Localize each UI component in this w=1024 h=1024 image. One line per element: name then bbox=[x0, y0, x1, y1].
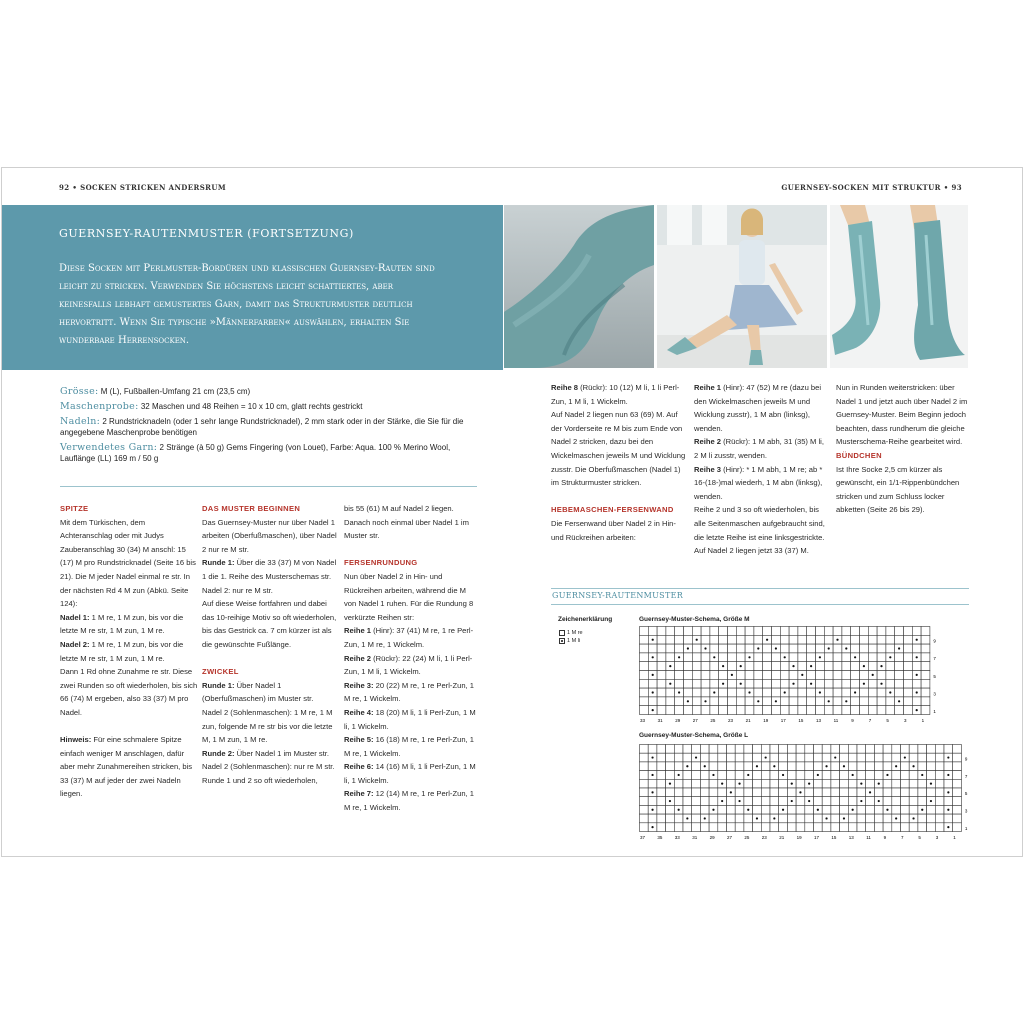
row-4: Reihe 4: 18 (20) M li, 1 li Perl-Zun, 1 M li, 1 Wickelm. bbox=[344, 707, 476, 731]
purl-stitch bbox=[792, 683, 794, 685]
purl-stitch bbox=[863, 683, 865, 685]
purl-stitch bbox=[791, 800, 793, 802]
col-label: 5 bbox=[886, 718, 889, 723]
col-label: 7 bbox=[868, 718, 872, 723]
purl-stitch bbox=[843, 765, 845, 767]
col-label: 23 bbox=[728, 718, 734, 723]
purl-stitch bbox=[791, 783, 793, 785]
purl-stitch bbox=[947, 774, 949, 776]
purl-stitch bbox=[757, 700, 759, 702]
purl-stitch bbox=[678, 656, 680, 658]
purl-stitch bbox=[704, 700, 706, 702]
purl-stitch bbox=[713, 691, 715, 693]
page-number-right: 93 bbox=[951, 183, 962, 192]
purl-stitch bbox=[784, 691, 786, 693]
purl-stitch bbox=[775, 647, 777, 649]
purl-stitch bbox=[947, 756, 949, 758]
purl-stitch bbox=[782, 809, 784, 811]
purl-stitch bbox=[731, 674, 733, 676]
purl-stitch bbox=[721, 783, 723, 785]
heading-pattern-begin: DAS MUSTER BEGINNEN bbox=[202, 504, 301, 513]
col-label: 5 bbox=[918, 835, 921, 840]
purl-stitch bbox=[782, 774, 784, 776]
purl-stitch bbox=[845, 700, 847, 702]
col-label: 33 bbox=[640, 718, 646, 723]
col-label: 7 bbox=[901, 835, 904, 840]
col-label: 25 bbox=[744, 835, 750, 840]
purl-stitch bbox=[916, 674, 918, 676]
purl-stitch bbox=[773, 817, 775, 819]
col-label: 17 bbox=[780, 718, 786, 723]
purl-stitch bbox=[740, 665, 742, 667]
column-pattern-begin: DAS MUSTER BEGINNEN Das Guernsey-Muster nur über Nadel 1 arbeiten (Oberfußmaschen), über Nadel 2 nur re M str. Runde 1: Über die 33 (37) M von Nadel 1 die 1. Reihe des Musterschemas str. Nadel 2: nur re M str. Auf diese Weise fortfahren und dabei das 10-reihige Motiv so oft wiederholen, bis das Gestrick ca. 7 cm kürzer ist als die gewünschte Fußlänge. ZWICKEL Runde 1: Über Nadel 1 (Oberfußmaschen) im Muster str. Nadel 2 (Sohlenmaschen): 1 M re, 1 M zun, folgende M re str bis vor die letzte M, 1 M zun, 1 M re. Runde 2: Über Nadel 1 im Muster str. Nadel 2 (Sohlenmaschen): nur re M str. Runde 1 und 2 so oft wiederholen, bbox=[202, 504, 337, 785]
purl-stitch bbox=[898, 647, 900, 649]
purl-stitch bbox=[834, 756, 836, 758]
purl-stitch bbox=[886, 774, 888, 776]
purl-stitch bbox=[757, 647, 759, 649]
row-label: 3 bbox=[933, 691, 936, 697]
heading-gusset: ZWICKEL bbox=[202, 667, 239, 677]
purl-stitch bbox=[775, 700, 777, 702]
purl-stitch bbox=[687, 700, 689, 702]
purl-stitch bbox=[747, 809, 749, 811]
col-label: 19 bbox=[796, 835, 802, 840]
col-label: 13 bbox=[848, 835, 854, 840]
spec-needles: Nadeln: 2 Rundstricknadeln (oder 1 sehr lange Rundstricknadel), 2 mm stark oder in der Stärke, die Sie für die angegebene Maschenprobe benötigen bbox=[60, 416, 464, 437]
col-label: 13 bbox=[816, 718, 822, 723]
col-label: 9 bbox=[851, 718, 854, 723]
purl-stitch bbox=[801, 674, 803, 676]
purl-stitch bbox=[828, 647, 830, 649]
intro-banner bbox=[2, 205, 503, 370]
purl-stitch bbox=[669, 783, 671, 785]
divider-rule bbox=[60, 486, 477, 487]
column-heel-flap: Reihe 8 (Rückr): 10 (12) M li, 1 li Perl-Zun, 1 M li, 1 Wickelm. Auf Nadel 2 liegen nun 63 (69) M. Auf der Vorderseite re M bis zum Ende von Nadel 2 stricken, dazu bei den Wickelmaschen jeweils M und Wicklung zusstr. Die Oberfußmaschen (Nadel 1) im Strukturmuster stricken. HEBEMASCHEN-FERSENWAND Die Fersenwand über Nadel 2 in Hin- und Rückreihen arbeiten: bbox=[551, 381, 688, 544]
col-label: 15 bbox=[798, 718, 804, 723]
purl-stitch bbox=[678, 774, 680, 776]
legend-title: Zeichenerklärung bbox=[558, 616, 613, 623]
row-label: 7 bbox=[933, 656, 936, 662]
purl-stitch bbox=[916, 691, 918, 693]
purl-stitch bbox=[784, 656, 786, 658]
purl-stitch bbox=[817, 774, 819, 776]
col-label: 37 bbox=[640, 835, 646, 840]
column-heel-rows: Reihe 1 (Hinr): 47 (52) M re (dazu bei den Wickelmaschen jeweils M und Wicklung zusstr), 1 M abn (linksg), wenden. Reihe 2 (Rückr): 1 M abh, 31 (35) M li, 2 M li zusstr, wenden. Reihe 3 (Hinr): * 1 M abh, 1 M re; ab * 16-(18-)mal wiederh, 1 M abn (linksg), wenden. Reihe 2 und 3 so oft wiederholen, bis alle Seitenmaschen aufgebraucht sind, die letzte Reihe ist eine linksgestrickte. Auf Nadel 2 liegen jetzt 33 (37) M. bbox=[694, 383, 825, 556]
pattern-section-title: GUERNSEY-RAUTENMUSTER bbox=[552, 591, 684, 600]
row-label: 5 bbox=[964, 791, 968, 797]
col-label: 21 bbox=[745, 718, 751, 723]
purl-stitch bbox=[773, 765, 775, 767]
purl-stitch bbox=[819, 691, 821, 693]
purl-stitch bbox=[878, 800, 880, 802]
purl-stitch bbox=[912, 817, 914, 819]
spec-gauge: Maschenprobe: 32 Maschen und 48 Reihen = 10 x 10 cm, glatt rechts gestrickt bbox=[60, 401, 363, 412]
col-label: 19 bbox=[763, 718, 769, 723]
chart-m-title: Guernsey-Muster-Schema, Größe M bbox=[639, 616, 750, 623]
purl-stitch bbox=[825, 817, 827, 819]
purl-stitch bbox=[704, 647, 706, 649]
purl-stitch bbox=[738, 783, 740, 785]
book-spread bbox=[1, 167, 1023, 857]
col-label: 31 bbox=[657, 718, 663, 723]
col-label: 17 bbox=[814, 835, 820, 840]
purl-stitch bbox=[819, 656, 821, 658]
purl-stitch bbox=[704, 817, 706, 819]
purl-stitch bbox=[947, 809, 949, 811]
col-label: 29 bbox=[709, 835, 715, 840]
col-label: 21 bbox=[779, 835, 785, 840]
row-3: Reihe 3: 20 (22) M re, 1 re Perl-Zun, 1 M re, 1 Wickelm. bbox=[344, 680, 474, 704]
purl-stitch bbox=[712, 809, 714, 811]
col-label: 1 bbox=[953, 835, 956, 840]
row-1: Reihe 1 (Hinr): 37 (41) M re, 1 re Perl-Zun, 1 M re, 1 Wickelm. bbox=[344, 626, 474, 649]
purl-stitch bbox=[863, 665, 865, 667]
col-label: 1 bbox=[921, 718, 925, 723]
col-label: 27 bbox=[727, 835, 733, 840]
row-6: Reihe 6: 14 (16) M li, 1 li Perl-Zun, 1 M li, 1 Wickelm. bbox=[344, 762, 476, 785]
col-label: 31 bbox=[692, 835, 698, 840]
purl-stitch bbox=[843, 817, 845, 819]
purl-stitch bbox=[652, 691, 654, 693]
purl-stitch bbox=[765, 756, 767, 758]
col-label: 35 bbox=[657, 835, 663, 840]
row-label: 7 bbox=[964, 773, 968, 779]
heading-cuff: BÜNDCHEN bbox=[836, 450, 882, 460]
purl-stitch bbox=[678, 809, 680, 811]
purl-stitch bbox=[696, 639, 698, 641]
col-label: 3 bbox=[935, 835, 939, 840]
purl-stitch bbox=[854, 691, 856, 693]
purl-stitch bbox=[747, 774, 749, 776]
purl-stitch bbox=[898, 700, 900, 702]
purl-stitch bbox=[738, 800, 740, 802]
row-7: Reihe 7: 12 (14) M re, 1 re Perl-Zun, 1 M re, 1 Wickelm. bbox=[344, 789, 474, 813]
specs-block bbox=[60, 386, 480, 468]
purl-stitch bbox=[808, 800, 810, 802]
chart-m bbox=[639, 626, 941, 726]
purl-stitch bbox=[704, 765, 706, 767]
column-heel-turn: bis 55 (61) M auf Nadel 2 liegen. Danach noch einmal über Nadel 1 im Muster str. FERSENRUNDUNG Nun über Nadel 2 in Hin- und Rückreihen arbeiten, während die M von Nadel 1 ruhen. Für die Rundung 8 verkürzte Reihen str: Reihe 1 (Hinr): 37 (41) M re, 1 re Perl-Zun, 1 M re, 1 Wickelm. Reihe 2 (Rückr): 22 (24) M li, 1 li Perl-Zun, 1 M li, 1 Wickelm. Reihe 3: 20 (22) M re, 1 re Perl-Zun, 1 M re, 1 Wickelm. Reihe 4: 18 (20) M li, 1 li Perl-Zun, 1 M li, 1 Wickelm. Reihe 5: 16 (18) M re, 1 re Perl-Zun, 1 M re, 1 Wickelm. Reihe 6: 14 (16) M li, 1 li Perl-Zun, 1 M li, 1 Wickelm. Reihe 7: 12 (14) M re, 1 re Perl-Zun, 1 M re, 1 Wickelm. bbox=[344, 502, 479, 815]
purl-stitch bbox=[695, 756, 697, 758]
purl-stitch bbox=[651, 809, 653, 811]
purl-stitch bbox=[947, 791, 949, 793]
purl-stitch bbox=[712, 774, 714, 776]
purl-stitch bbox=[921, 774, 923, 776]
col-label: 25 bbox=[710, 718, 716, 723]
purl-stitch bbox=[828, 700, 830, 702]
purl-stitch bbox=[810, 665, 812, 667]
photo-woman-sitting bbox=[657, 205, 827, 368]
purl-stitch bbox=[872, 674, 874, 676]
legend-knit: 1 M re bbox=[559, 630, 583, 636]
purl-stitch bbox=[652, 674, 654, 676]
legend-purl: 1 M li bbox=[559, 638, 580, 644]
purl-stitch bbox=[854, 656, 856, 658]
purl-stitch bbox=[808, 783, 810, 785]
column-toe: SPITZE Mit dem Türkischen, dem Achteranschlag oder mit Judys Zauberanschlag 30 (34) M anschl: 15 (17) M pro Rundstricknadel (Seite 16 bis 21). Die M jeder Nadel einmal re str. In der nächsten Rd 4 M zun (Abkü. Seite 124): Nadel 1: 1 M re, 1 M zun, bis vor die letzte M re str, 1 M zun, 1 M re. Nadel 2: 1 M re, 1 M zun, bis vor die letzte M re str, 1 M zun, 1 M re. Dann 1 Rd ohne Zunahme re str. Diese zwei Runden so oft wiederholen, bis sich 66 (74) M ergeben, also 33 (37) M pro Nadel. Hinweis: Für eine schmalere Spitze einfach weniger M anschlagen, dafür aber mehr Zunahmereihen stricken, bis 33 (37) M auf jeder der zwei Nadeln liegen. bbox=[60, 504, 198, 799]
purl-stitch bbox=[825, 765, 827, 767]
column-cuff: Nun in Runden weiterstricken: über Nadel 1 und jetzt auch über Nadel 2 im Guernsey-Muster. Beim Beginn jedoch beachten, dass rundherum die gleiche Musterschema-Reihe gearbeitet wird. BÜNDCHEN Ist Ihre Socke 2,5 cm kürzer als gewünscht, ein 1/1-Rippenbündchen stricken und zum Schluss locker abketten (Seite 26 bis 29). bbox=[836, 381, 970, 517]
purl-stitch bbox=[730, 791, 732, 793]
knit-symbol-icon bbox=[559, 630, 565, 636]
purl-stitch bbox=[722, 683, 724, 685]
purl-stitch bbox=[930, 800, 932, 802]
purl-stitch bbox=[652, 639, 654, 641]
col-label: 11 bbox=[833, 718, 839, 723]
purl-stitch bbox=[713, 656, 715, 658]
purl-stitch bbox=[904, 756, 906, 758]
photo-sock-heel bbox=[504, 205, 654, 368]
purl-stitch bbox=[651, 774, 653, 776]
chart-l bbox=[639, 744, 973, 843]
purl-stitch bbox=[722, 665, 724, 667]
purl-stitch bbox=[792, 665, 794, 667]
col-label: 3 bbox=[904, 718, 907, 723]
chart-l-title: Guernsey-Muster-Schema, Größe L bbox=[639, 732, 749, 739]
purl-stitch bbox=[860, 800, 862, 802]
purl-stitch bbox=[740, 683, 742, 685]
purl-stitch bbox=[947, 826, 949, 828]
purl-stitch bbox=[878, 783, 880, 785]
purl-stitch bbox=[652, 709, 654, 711]
purl-stitch bbox=[651, 791, 653, 793]
purl-stitch bbox=[916, 656, 918, 658]
purl-stitch bbox=[748, 691, 750, 693]
col-label: 15 bbox=[831, 835, 837, 840]
purl-stitch bbox=[669, 665, 671, 667]
purl-stitch bbox=[912, 765, 914, 767]
col-label: 9 bbox=[883, 835, 887, 840]
purl-stitch bbox=[852, 809, 854, 811]
spec-yarn: Verwendetes Garn: 2 Stränge (à 50 g) Gems Fingering (von Louet), Farbe: Aqua. 100 % Merino Wool, Lauflänge (LL) 169 m / 50 g bbox=[60, 442, 451, 463]
col-label: 11 bbox=[866, 835, 871, 840]
running-head-right: GUERNSEY-SOCKEN MIT STRUKTUR • 93 bbox=[781, 183, 962, 192]
purl-stitch bbox=[651, 756, 653, 758]
purl-stitch bbox=[921, 809, 923, 811]
spec-size: Grösse: M (L), Fußballen-Umfang 21 cm (23,5 cm) bbox=[60, 386, 251, 397]
running-head-left: 92 • SOCKEN STRICKEN ANDERSRUM bbox=[59, 183, 227, 192]
purl-stitch bbox=[869, 791, 871, 793]
purl-stitch bbox=[880, 665, 882, 667]
purl-stitch bbox=[651, 826, 653, 828]
row-2: Reihe 2 (Rückr): 22 (24) M li, 1 li Perl-Zun, 1 M li, 1 Wickelm. bbox=[344, 653, 473, 677]
purl-stitch bbox=[916, 709, 918, 711]
purl-stitch bbox=[889, 656, 891, 658]
running-title-right: GUERNSEY-SOCKEN MIT STRUKTUR bbox=[781, 183, 941, 192]
heading-heel-flap: HEBEMASCHEN-FERSENWAND bbox=[551, 505, 674, 515]
purl-stitch bbox=[669, 800, 671, 802]
purl-stitch bbox=[930, 783, 932, 785]
purl-stitch bbox=[687, 647, 689, 649]
purl-stitch bbox=[686, 817, 688, 819]
purl-stitch bbox=[817, 809, 819, 811]
running-title-left: SOCKEN STRICKEN ANDERSRUM bbox=[80, 183, 227, 192]
purl-stitch bbox=[748, 656, 750, 658]
purl-stitch bbox=[652, 656, 654, 658]
photo-socks-standing bbox=[830, 205, 968, 368]
purl-stitch bbox=[836, 639, 838, 641]
row-label: 1 bbox=[933, 709, 936, 714]
purl-stitch bbox=[669, 683, 671, 685]
purl-stitch bbox=[852, 774, 854, 776]
purl-stitch bbox=[916, 639, 918, 641]
purl-stitch bbox=[889, 691, 891, 693]
purl-symbol-icon bbox=[559, 638, 565, 644]
purl-stitch bbox=[895, 765, 897, 767]
banner-intro: Diese Socken mit Perlmuster-Bordüren und klassischen Guernsey-Rauten sind leicht zu stricken. Verwenden Sie höchstens leicht schattiertes, aber keinesfalls lebhaft gemustertes Garn, damit das Strukturmuster deutlich hervortritt. Wenn Sie typische »Männerfarben« auswählen, erhalten Sie wunderbare Herrensocken. bbox=[59, 263, 435, 346]
purl-stitch bbox=[756, 817, 758, 819]
row-5: Reihe 5: 16 (18) M re, 1 re Perl-Zun, 1 M re, 1 Wickelm. bbox=[344, 735, 474, 758]
heading-toe: SPITZE bbox=[60, 504, 89, 513]
banner-title: GUERNSEY-RAUTENMUSTER (FORTSETZUNG) bbox=[59, 227, 354, 240]
purl-stitch bbox=[810, 683, 812, 685]
col-label: 23 bbox=[761, 835, 767, 840]
purl-stitch bbox=[845, 647, 847, 649]
heading-heel-turn: FERSENRUNDUNG bbox=[344, 558, 418, 568]
purl-stitch bbox=[895, 817, 897, 819]
row-label: 1 bbox=[964, 826, 968, 831]
col-label: 33 bbox=[674, 835, 680, 840]
purl-stitch bbox=[860, 783, 862, 785]
purl-stitch bbox=[799, 791, 801, 793]
pattern-section-band bbox=[551, 588, 969, 605]
row-label: 3 bbox=[964, 808, 968, 814]
col-label: 29 bbox=[675, 718, 681, 723]
purl-stitch bbox=[756, 765, 758, 767]
page-number-left: 92 bbox=[59, 183, 70, 192]
row-label: 9 bbox=[964, 756, 968, 762]
purl-stitch bbox=[886, 809, 888, 811]
col-label: 27 bbox=[692, 718, 698, 723]
purl-stitch bbox=[766, 639, 768, 641]
row-label: 9 bbox=[933, 638, 936, 644]
purl-stitch bbox=[721, 800, 723, 802]
purl-stitch bbox=[678, 691, 680, 693]
purl-stitch bbox=[686, 765, 688, 767]
row-label: 5 bbox=[933, 673, 936, 679]
purl-stitch bbox=[880, 683, 882, 685]
